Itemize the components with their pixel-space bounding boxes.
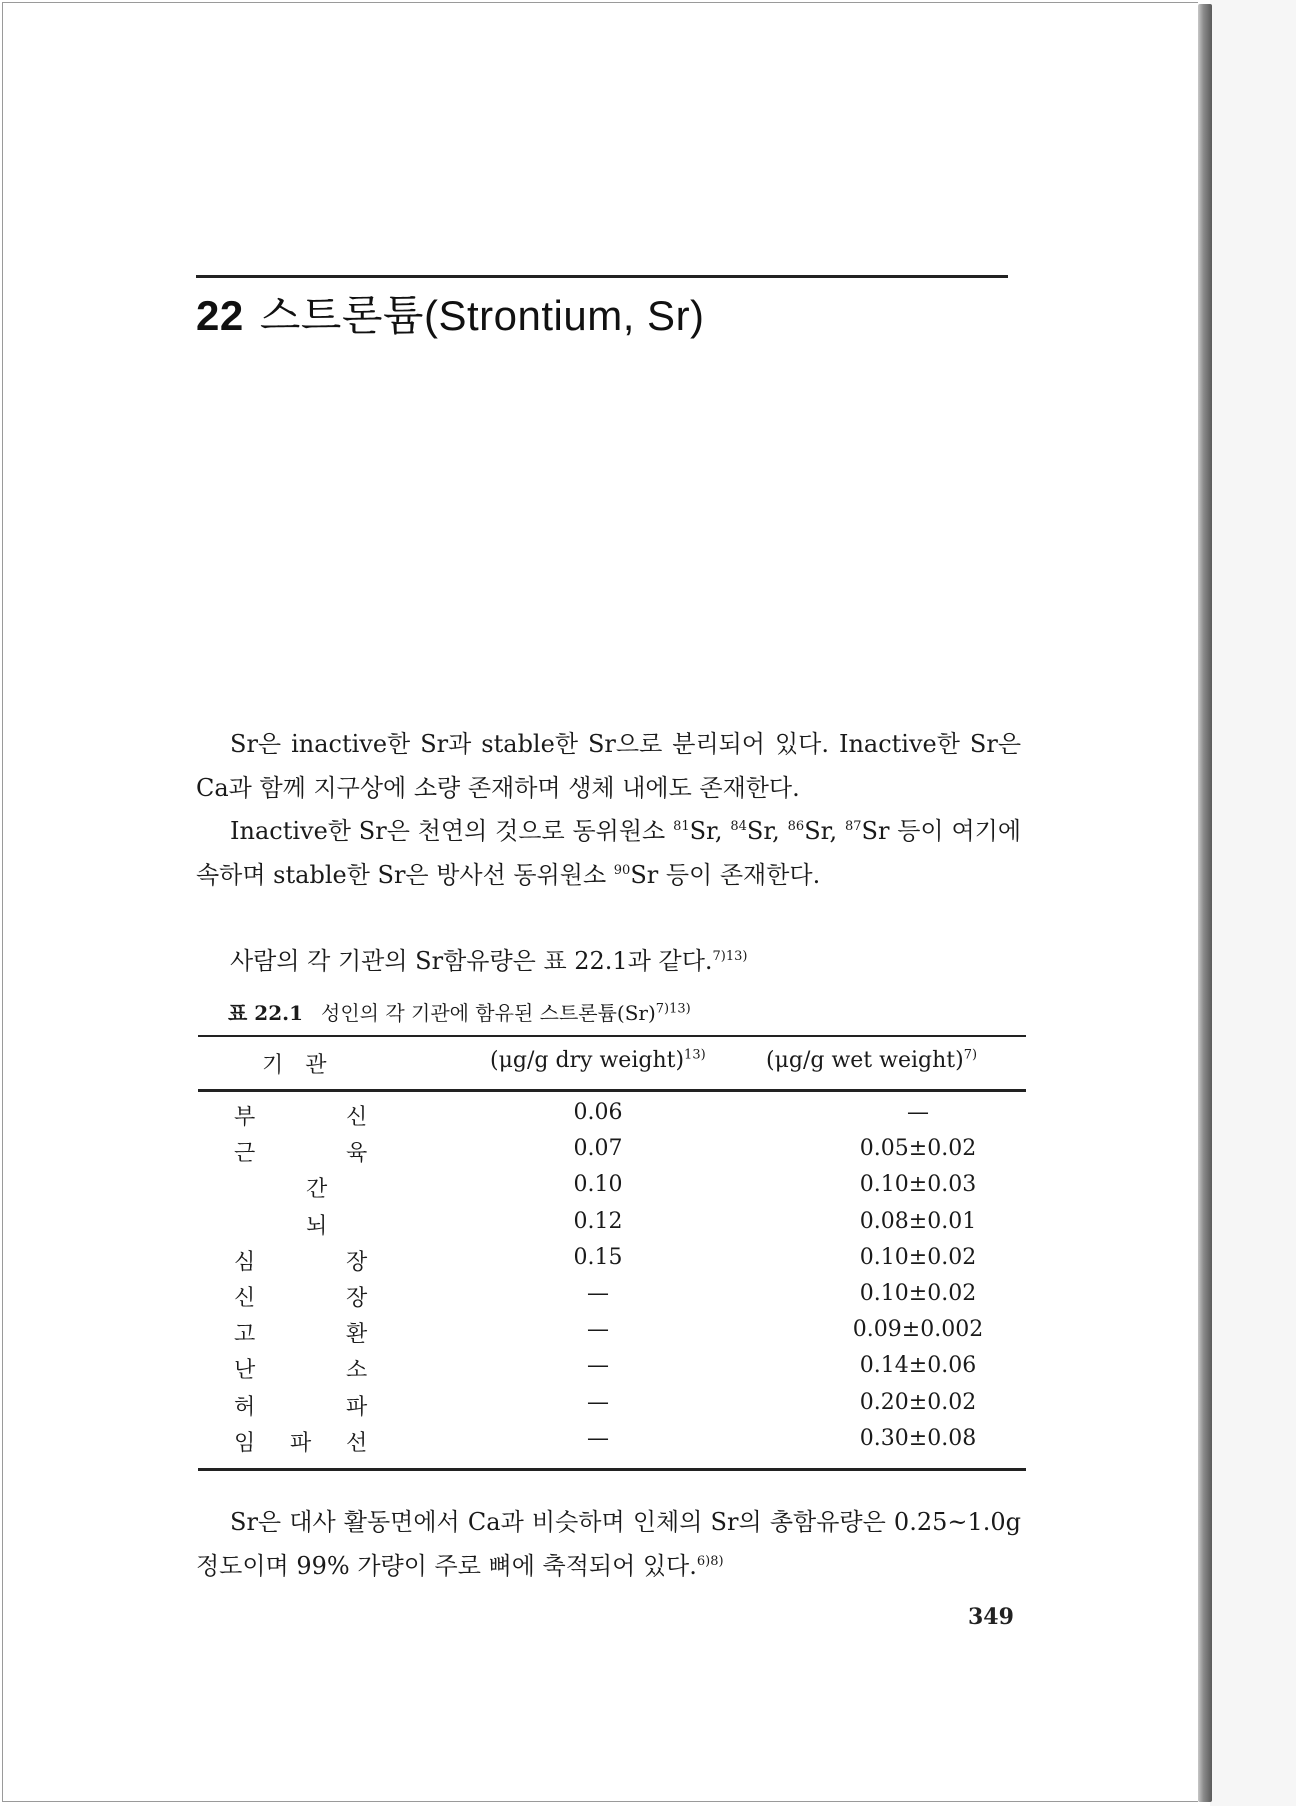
organ-char: 파 (346, 1394, 368, 1420)
organ-cell (198, 1317, 398, 1353)
table-row (198, 1281, 1026, 1317)
wet-weight-cell: 0.10±0.02 (859, 1244, 977, 1270)
p2-text-d: Sr, (804, 817, 845, 845)
header-dry-weight (490, 1048, 706, 1073)
organ-char: 파 (290, 1430, 312, 1456)
table-row (198, 1353, 1026, 1389)
table-header-rule (198, 1089, 1026, 1092)
wet-weight-cell: 0.14±0.06 (859, 1353, 977, 1379)
p3-text: 사람의 각 기관의 Sr함유량은 표 22.1과 같다. (230, 947, 713, 975)
organ-cell (198, 1281, 398, 1317)
p2-text-a: Inactive한 Sr은 천연의 것으로 동위원소 (230, 817, 674, 845)
header-wet-reference: 7) (963, 1047, 978, 1063)
organ-char: 허 (234, 1394, 256, 1420)
organ-cell (198, 1245, 398, 1281)
p3-reference: 7)13) (712, 949, 748, 964)
p2-text-b: Sr, (689, 817, 731, 845)
dry-weight-cell: — (587, 1353, 609, 1379)
organ-cell (198, 1172, 398, 1208)
table-top-rule (198, 1035, 1026, 1037)
dry-weight-cell: — (587, 1389, 609, 1415)
organ-char: 신 (346, 1105, 368, 1130)
chapter-name: 스트론튬(Strontium, Sr) (259, 292, 705, 339)
table-row (198, 1209, 1026, 1245)
header-dry-text: (μg/g dry weight) (490, 1048, 685, 1073)
paragraph-1 (196, 722, 1021, 810)
organ-char: 부 (234, 1105, 256, 1130)
organ-char: 장 (346, 1286, 368, 1311)
dry-weight-cell: — (587, 1317, 609, 1343)
table-row (198, 1136, 1026, 1172)
organ-char: 신 (234, 1286, 256, 1311)
dry-weight-cell: 0.12 (573, 1208, 623, 1234)
wet-weight-cell: 0.09±0.002 (852, 1317, 984, 1343)
wet-weight-cell: — (907, 1100, 929, 1125)
page-edge (1198, 4, 1212, 1802)
organ-char: 육 (346, 1141, 368, 1167)
p2-text-e: Sr 등이 여기에 속하며 stable한 Sr은 방사선 동위원소 (196, 817, 1021, 889)
paragraph-2 (196, 809, 1021, 897)
table-row (198, 1426, 1026, 1462)
organ-char: 소 (346, 1358, 368, 1384)
table-row (198, 1245, 1026, 1281)
paragraph-1-text: Sr은 inactive한 Sr과 stable한 Sr으로 분리되어 있다. Inactive한 Sr은 Ca과 함께 지구상에 소량 존재하며 생체 내에도 존재한다. (196, 730, 1021, 802)
organ-cell (198, 1426, 398, 1462)
page-number: 349 (968, 1604, 1014, 1630)
isotope-sup-87: 87 (844, 819, 862, 834)
chapter-rule (196, 275, 1008, 278)
p4-text: Sr은 대사 활동면에서 Ca과 비슷하며 인체의 Sr의 총함유량은 0.25~1.0g 정도이며 99% 가량이 주로 뼈에 축적되어 있다. (196, 1508, 1021, 1580)
organ-char: 고 (234, 1322, 256, 1348)
chapter-title (196, 283, 705, 343)
p2-text-c: Sr, (746, 817, 788, 845)
table-bottom-rule (198, 1468, 1026, 1471)
wet-weight-cell: 0.30±0.08 (859, 1425, 977, 1451)
table-row (198, 1390, 1026, 1426)
header-wet-weight (766, 1048, 977, 1073)
wet-weight-cell: 0.10±0.02 (859, 1281, 977, 1306)
wet-weight-cell: 0.20±0.02 (859, 1389, 977, 1415)
page-background-strip (1210, 0, 1296, 1806)
organ-char: 장 (346, 1249, 368, 1275)
table-caption-reference: 7)13) (655, 1001, 691, 1017)
paragraph-3 (196, 939, 1021, 983)
organ-char: 환 (346, 1322, 368, 1348)
organ-cell (198, 1353, 398, 1389)
header-dry-reference: 13) (684, 1047, 706, 1063)
dry-weight-cell: 0.07 (573, 1136, 623, 1162)
dry-weight-cell: 0.06 (573, 1100, 623, 1125)
table-row (198, 1317, 1026, 1353)
dry-weight-cell: — (587, 1425, 609, 1451)
wet-weight-cell: 0.10±0.03 (859, 1172, 977, 1198)
isotope-sup-86: 86 (787, 819, 805, 834)
header-organ: 기관 (262, 1053, 349, 1078)
organ-char: 뇌 (306, 1213, 328, 1239)
table-row (198, 1100, 1026, 1136)
wet-weight-cell: 0.08±0.01 (859, 1208, 977, 1234)
isotope-sup-90: 90 (613, 863, 631, 878)
table-caption-number: 표 22.1 (228, 1001, 303, 1025)
isotope-sup-84: 84 (730, 819, 747, 834)
table-row (198, 1172, 1026, 1208)
organ-char: 선 (346, 1430, 368, 1456)
organ-cell (198, 1136, 398, 1172)
organ-cell (198, 1390, 398, 1426)
table-caption (228, 997, 691, 1026)
organ-char: 난 (234, 1358, 256, 1384)
dry-weight-cell: 0.10 (573, 1172, 623, 1198)
organ-char: 심 (234, 1249, 256, 1275)
organ-char: 근 (234, 1141, 256, 1167)
organ-char: 간 (306, 1177, 328, 1203)
organ-cell (198, 1209, 398, 1245)
p4-reference: 6)8) (696, 1554, 724, 1569)
table-caption-text: 성인의 각 기관에 함유된 스트론튬(Sr) (321, 1001, 656, 1025)
organ-char: 임 (234, 1430, 256, 1456)
wet-weight-cell: 0.05±0.02 (859, 1136, 977, 1162)
paragraph-4 (196, 1500, 1021, 1588)
dry-weight-cell: 0.15 (573, 1244, 623, 1270)
header-wet-text: (μg/g wet weight) (766, 1048, 964, 1073)
p2-text-f: Sr 등이 존재한다. (630, 861, 821, 889)
organ-cell (198, 1100, 398, 1136)
dry-weight-cell: — (587, 1281, 609, 1306)
isotope-sup-81: 81 (673, 819, 690, 834)
chapter-number: 22 (196, 292, 244, 339)
